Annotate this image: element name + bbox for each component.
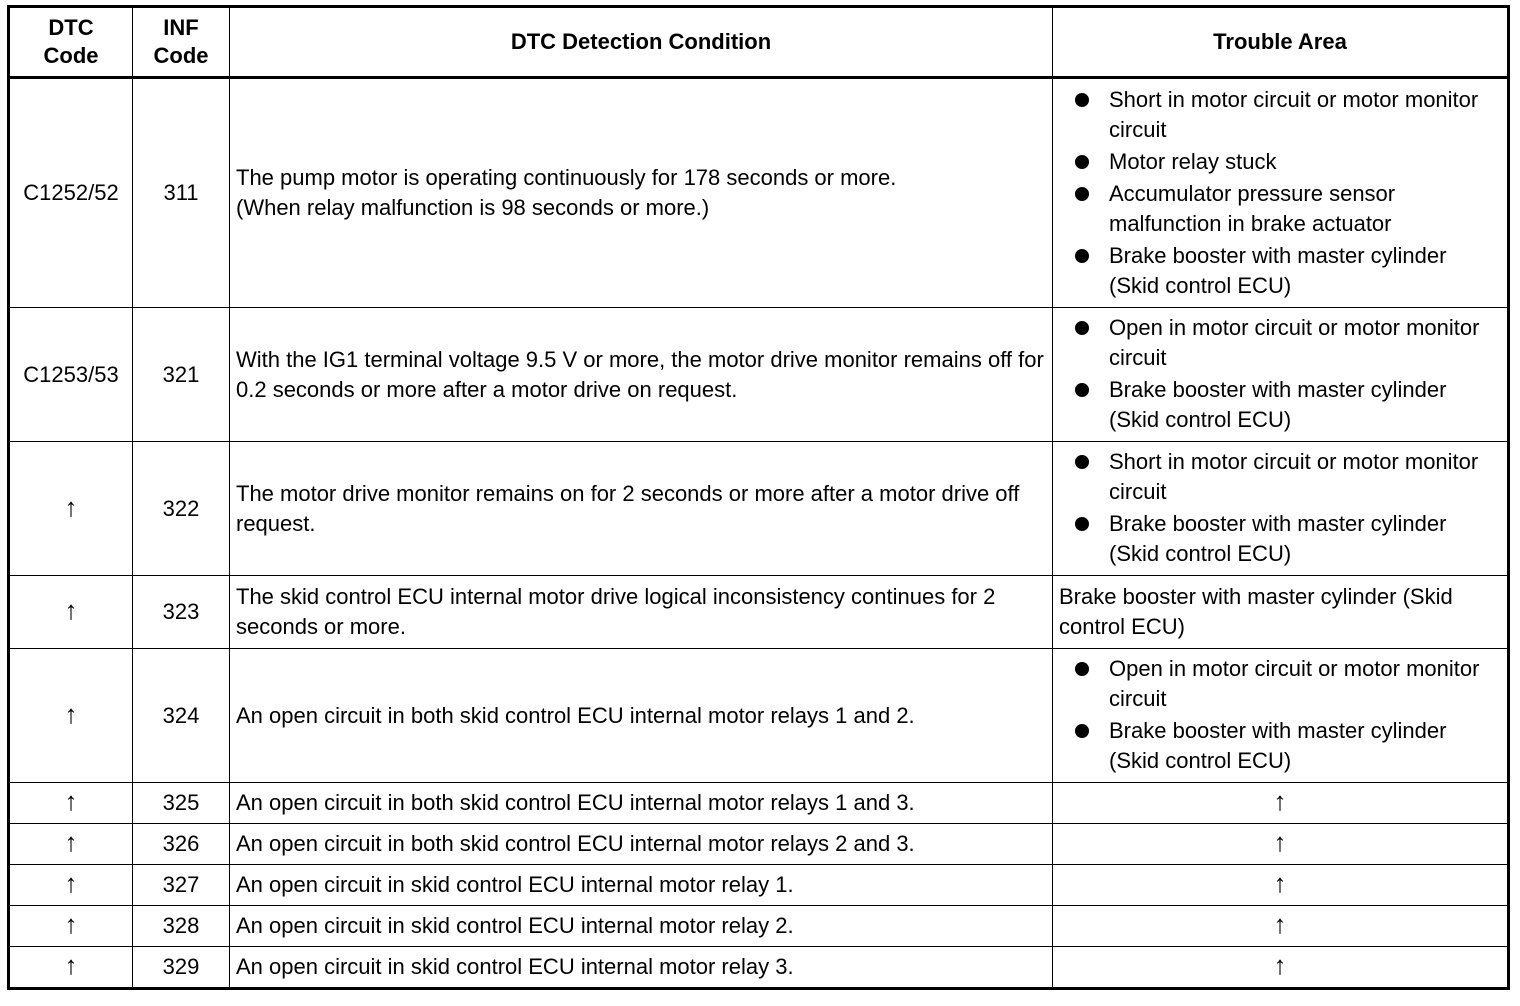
up-arrow-icon: ↑ — [1273, 827, 1287, 857]
up-arrow-icon: ↑ — [1273, 868, 1287, 898]
bullet-icon — [1075, 93, 1089, 107]
dtc-code-cell — [9, 865, 133, 906]
bullet-icon — [1075, 662, 1089, 676]
table-row — [9, 78, 1509, 308]
dtc-code-cell — [9, 576, 133, 649]
bullet-icon — [1075, 155, 1089, 169]
table-row — [9, 576, 1509, 649]
bullet-icon — [1075, 383, 1089, 397]
up-arrow-icon: ↑ — [64, 950, 78, 980]
up-arrow-icon: ↑ — [1273, 786, 1287, 816]
inf-code-cell: 325 — [133, 783, 230, 824]
inf-code-cell: 326 — [133, 824, 230, 865]
header-trouble-area: Trouble Area — [1053, 7, 1509, 78]
dtc-code-cell — [9, 947, 133, 989]
inf-code-cell: 328 — [133, 906, 230, 947]
trouble-list — [1059, 313, 1501, 435]
table-row — [9, 906, 1509, 947]
table-row — [9, 308, 1509, 442]
trouble-area-cell — [1053, 308, 1509, 442]
inf-code-cell: 324 — [133, 649, 230, 783]
trouble-item-text: Open in motor circuit or motor monitor circuit — [1109, 656, 1480, 711]
trouble-area-cell — [1053, 906, 1509, 947]
bullet-icon — [1075, 187, 1089, 201]
condition-cell: An open circuit in both skid control ECU internal motor relays 2 and 3. — [230, 824, 1053, 865]
trouble-list — [1059, 447, 1501, 569]
condition-cell: The skid control ECU internal motor drive logical inconsistency continues for 2 seconds or more. — [230, 576, 1053, 649]
trouble-item — [1059, 313, 1501, 373]
trouble-area-cell — [1053, 783, 1509, 824]
inf-code-cell: 321 — [133, 308, 230, 442]
up-arrow-icon: ↑ — [1273, 909, 1287, 939]
bullet-icon — [1075, 517, 1089, 531]
trouble-item-text: Short in motor circuit or motor monitor circuit — [1109, 449, 1479, 504]
dtc-table — [7, 5, 1510, 990]
bullet-icon — [1075, 321, 1089, 335]
bullet-icon — [1075, 724, 1089, 738]
trouble-item — [1059, 654, 1501, 714]
up-arrow-icon: ↑ — [64, 786, 78, 816]
up-arrow-icon: ↑ — [64, 491, 78, 522]
dtc-code-cell — [9, 649, 133, 783]
condition-cell: An open circuit in skid control ECU internal motor relay 3. — [230, 947, 1053, 989]
table-row — [9, 865, 1509, 906]
condition-line: The pump motor is operating continuously for 178 seconds or more. — [236, 165, 897, 190]
condition-cell — [230, 78, 1053, 308]
dtc-code-cell — [9, 906, 133, 947]
trouble-item-text: Brake booster with master cylinder (Skid control ECU) — [1109, 718, 1447, 773]
trouble-item-text: Brake booster with master cylinder (Skid control ECU) — [1109, 377, 1447, 432]
condition-cell: An open circuit in both skid control ECU internal motor relays 1 and 3. — [230, 783, 1053, 824]
up-arrow-icon: ↑ — [64, 698, 78, 729]
up-arrow-icon: ↑ — [64, 827, 78, 857]
inf-code-cell: 327 — [133, 865, 230, 906]
header-condition: DTC Detection Condition — [230, 7, 1053, 78]
trouble-list — [1059, 85, 1501, 301]
table-row — [9, 824, 1509, 865]
trouble-item-text: Accumulator pressure sensor malfunction in brake actuator — [1109, 180, 1396, 236]
trouble-item — [1059, 179, 1501, 239]
condition-cell: An open circuit in both skid control ECU internal motor relays 1 and 2. — [230, 649, 1053, 783]
dtc-code-cell — [9, 824, 133, 865]
trouble-item — [1059, 509, 1501, 569]
trouble-area-cell — [1053, 649, 1509, 783]
table-row — [9, 783, 1509, 824]
header-dtc-code: DTC Code — [9, 7, 133, 78]
condition-cell: The motor drive monitor remains on for 2 seconds or more after a motor drive off request. — [230, 442, 1053, 576]
table-row — [9, 649, 1509, 783]
inf-code-cell: 311 — [133, 78, 230, 308]
trouble-item — [1059, 375, 1501, 435]
table-row — [9, 947, 1509, 989]
condition-line: (When relay malfunction is 98 seconds or more.) — [236, 195, 710, 220]
trouble-list — [1059, 654, 1501, 776]
trouble-item — [1059, 147, 1501, 177]
trouble-item — [1059, 241, 1501, 301]
trouble-area-cell — [1053, 442, 1509, 576]
trouble-item — [1059, 85, 1501, 145]
trouble-item-text: Brake booster with master cylinder (Skid control ECU) — [1109, 511, 1447, 566]
header-row — [9, 7, 1509, 78]
dtc-code-cell: C1253/53 — [9, 308, 133, 442]
inf-code-cell: 329 — [133, 947, 230, 989]
trouble-item — [1059, 716, 1501, 776]
dtc-code-cell: C1252/52 — [9, 78, 133, 308]
table-row — [9, 442, 1509, 576]
condition-cell: An open circuit in skid control ECU internal motor relay 2. — [230, 906, 1053, 947]
condition-cell: An open circuit in skid control ECU internal motor relay 1. — [230, 865, 1053, 906]
trouble-item — [1059, 447, 1501, 507]
dtc-code-cell — [9, 442, 133, 576]
header-inf-code: INF Code — [133, 7, 230, 78]
trouble-item-text: Open in motor circuit or motor monitor circuit — [1109, 315, 1480, 370]
up-arrow-icon: ↑ — [64, 868, 78, 898]
trouble-area-cell — [1053, 865, 1509, 906]
up-arrow-icon: ↑ — [64, 909, 78, 939]
trouble-area-cell — [1053, 947, 1509, 989]
bullet-icon — [1075, 249, 1089, 263]
trouble-item-text: Brake booster with master cylinder (Skid control ECU) — [1109, 242, 1447, 298]
trouble-area-cell: Brake booster with master cylinder (Skid control ECU) — [1053, 576, 1509, 649]
inf-code-cell: 323 — [133, 576, 230, 649]
trouble-area-cell — [1053, 824, 1509, 865]
up-arrow-icon: ↑ — [1273, 950, 1287, 980]
condition-cell: With the IG1 terminal voltage 9.5 V or more, the motor drive monitor remains off for 0.2 seconds or more after a motor drive on request. — [230, 308, 1053, 442]
bullet-icon — [1075, 455, 1089, 469]
trouble-item-text: Motor relay stuck — [1109, 148, 1277, 174]
trouble-item-text: Short in motor circuit or motor monitor circuit — [1109, 86, 1479, 142]
trouble-area-cell — [1053, 78, 1509, 308]
inf-code-cell: 322 — [133, 442, 230, 576]
dtc-code-cell — [9, 783, 133, 824]
up-arrow-icon: ↑ — [64, 595, 78, 625]
